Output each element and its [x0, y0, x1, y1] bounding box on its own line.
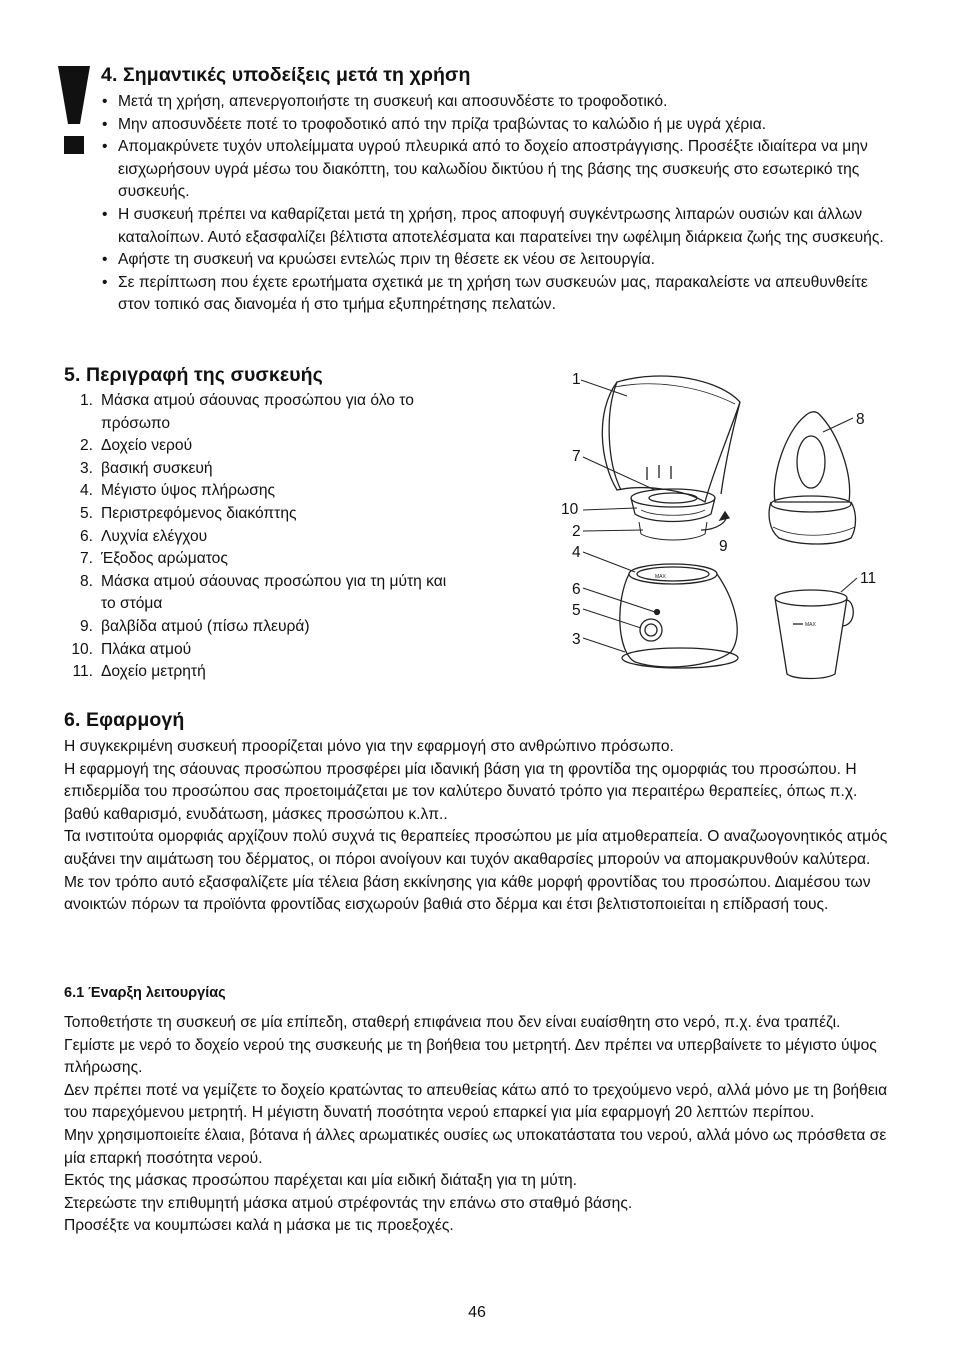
list-item: 1. Μάσκα ατμού σάουνας προσώπου για όλο το πρόσωπο [79, 392, 414, 432]
paragraph: Δεν πρέπει ποτέ να γεμίζετε το δοχείο κρατώντας το απευθείας κάτω από το τρεχούμενο νερό, αλλά μόνο με τη βοήθεια του παρεχόμενου μετρητή. Η μέγιστη δυνατή ποσότητα νερού επαρκεί για μία εφαρμογή 20 λεπτών περίπου. [64, 1081, 888, 1122]
section-6-1-title: 6.1 Έναρξη λειτουργίας [64, 985, 226, 1001]
callout-5: 5 [572, 602, 581, 619]
paragraph: Η εφαρμογή της σάουνας προσώπου προσφέρει μία ιδανική βάση για τη φροντίδα της ομορφιάς του προσώπου. Η επιδερμίδα του προσώπου σας προετοιμάζεται με τον καλύτερο δυνατό τρόπο για περαιτέρω θεραπείες, όπως π.χ. βαθύ καθαρισμό, ενυδάτωση, μάσκες προσώπου κ.λπ.. [64, 760, 858, 823]
list-item: 10. Πλάκα ατμού [71, 640, 192, 658]
warning-exclamation-icon [54, 66, 94, 154]
paragraph: Προσέξτε να κουμπώσει καλά η μάσκα με τις προεξοχές. [64, 1217, 454, 1235]
page-number: 46 [468, 1304, 486, 1321]
callout-2: 2 [572, 523, 581, 540]
list-item: • Μετά τη χρήση, απενεργοποιήστε τη συσκευή και αποσυνδέστε το τροφοδοτικό. [101, 91, 891, 114]
callout-4: 4 [572, 544, 581, 561]
section-6-body [64, 736, 892, 917]
paragraph: Τοποθετήστε τη συσκευή σε μία επίπεδη, σταθερή επιφάνεια που δεν είναι ευαίσθητη στο νερό, π.χ. ένα τραπέζι. [64, 1014, 841, 1031]
paragraph: Στερεώστε την επιθυμητή μάσκα ατμού στρέφοντάς την επάνω στο σταθμό βάσης. [64, 1194, 633, 1212]
list-item: 11. Δοχείο μετρητή [72, 663, 206, 681]
callout-10: 10 [561, 501, 579, 518]
callout-3: 3 [572, 631, 581, 648]
list-item: 9. βαλβίδα ατμού (πίσω πλευρά) [79, 617, 310, 635]
max-mark-label: MAX [655, 574, 666, 580]
paragraph: Εκτός της μάσκας προσώπου παρέχεται και μία ειδική διάταξη για τη μύτη. [64, 1172, 577, 1190]
list-item: • Σε περίπτωση που έχετε ερωτήματα σχετικά με τη χρήση των συσκευών μας, παρακαλείστε να απευθυνθείτε στον τοπικό σας διανομέα ή στο τμήμα εξυπηρέτησης πελατών. [101, 272, 891, 317]
list-item: • Απομακρύνετε τυχόν υπολείμματα υγρού πλευρικά από το δοχείο αποστράγγισης. Προσέξτε ιδιαίτερα να μην εισχωρήσουν υγρά μέσω του διακόπτη, του καλωδίου δικτύου ή της βάσης της συσκευής στο εσωτερικό της συσκευής. [101, 136, 891, 204]
paragraph: Η συγκεκριμένη συσκευή προορίζεται μόνο για την εφαρμογή στο ανθρώπινο πρόσωπο. [64, 738, 674, 755]
callout-7: 7 [572, 448, 581, 465]
list-item: 7. Έξοδος αρώματος [79, 550, 228, 568]
section-4-bullets [101, 91, 891, 317]
list-item: 3. βασική συσκευή [79, 459, 213, 477]
cup-max-mark-label: MAX [805, 622, 816, 628]
callout-9: 9 [719, 538, 728, 555]
section-4-title: 4. Σημαντικές υποδείξεις μετά τη χρήση [101, 64, 471, 86]
list-item: • Η συσκευή πρέπει να καθαρίζεται μετά τη χρήση, προς αποφυγή συγκέντρωσης λιπαρών ουσιών και άλλων καταλοίπων. Αυτό εξασφαλίζει βέλτιστα αποτελέσματα και παρατείνει την ωφέλιμη διάρκεια ζωής της συσκευής. [101, 204, 891, 249]
paragraph: Τα ινστιτούτα ομορφιάς αρχίζουν πολύ συχνά τις θεραπείες προσώπου με μία ατμοθεραπεία. Ο αναζωογονητικός ατμός αυξάνει την αιμάτωση του δέρματος, οι πόροι ανοίγουν και τυχόν ακαθαρσίες μπορούν να απομακρυνθούν καλύτερα. [64, 828, 888, 868]
callout-11: 11 [860, 570, 877, 587]
list-item: 6. Λυχνία ελέγχου [79, 527, 208, 545]
list-item: • Αφήστε τη συσκευή να κρυώσει εντελώς πριν τη θέσετε εκ νέου σε λειτουργία. [101, 249, 891, 272]
list-item: 8. Μάσκα ατμού σάουνας προσώπου για τη μύτη και το στόμα [79, 572, 447, 613]
section-6-1-body [64, 1012, 892, 1238]
callout-1: 1 [572, 371, 581, 388]
callout-8: 8 [856, 411, 865, 428]
paragraph: Με τον τρόπο αυτό εξασφαλίζετε μία τέλεια βάση εκκίνησης για κάθε μορφή φροντίδας του προσώπου. Διαμέσου των ανοικτών πόρων τα προϊόντα φροντίδας εισχωρούν βαθιά στο δέρμα και έτσι βελτιστοποιείται η επίδρασή τους. [64, 873, 871, 914]
paragraph: Γεμίστε με νερό το δοχείο νερού της συσκευής με τη βοήθεια του μετρητή. Δεν πρέπει να υπερβαίνετε το μέγιστο ύψος πλήρωσης. [64, 1036, 877, 1077]
callout-6: 6 [572, 581, 581, 598]
list-item: 2. Δοχείο νερού [79, 437, 193, 455]
section-6-title: 6. Εφαρμογή [64, 709, 185, 731]
list-item: 5. Περιστρεφόμενος διακόπτης [79, 504, 297, 522]
device-illustration [555, 362, 895, 692]
list-item: • Μην αποσυνδέετε ποτέ το τροφοδοτικό από την πρίζα τραβώντας το καλώδιο ή με υγρά χέρια. [101, 114, 891, 137]
device-parts-list [64, 390, 464, 684]
list-item: 4. Μέγιστο ύψος πλήρωσης [79, 482, 276, 500]
section-5-title: 5. Περιγραφή της συσκευής [64, 364, 323, 386]
paragraph: Μην χρησιμοποιείτε έλαια, βότανα ή άλλες αρωματικές ουσίες ως υποκατάστατα του νερού, αλλά μόνο ως πρόσθετα σε μία επαρκή ποσότητα νερού. [64, 1126, 887, 1167]
